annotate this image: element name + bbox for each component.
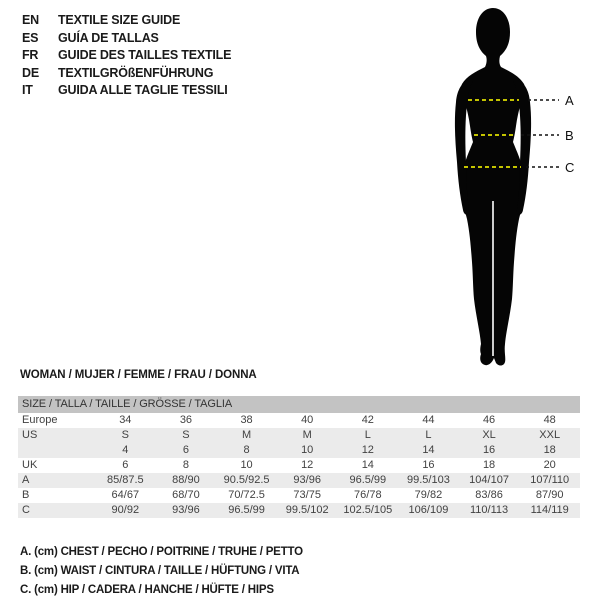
body-measurement-figure — [413, 4, 598, 376]
language-row — [22, 12, 231, 30]
size-cell: 114/119 — [530, 504, 569, 516]
size-cell: S — [121, 429, 129, 441]
table-row-uk — [18, 458, 580, 473]
size-cell: 76/78 — [354, 489, 382, 501]
woman-silhouette-svg — [413, 4, 598, 376]
size-cell: 90.5/92.5 — [223, 474, 270, 486]
size-cell: 106/109 — [408, 504, 449, 516]
size-cell: 4 — [122, 444, 129, 456]
table-row-hip — [18, 503, 580, 518]
size-cell: 99.5/102 — [285, 504, 329, 516]
table-row-us-numeric — [18, 443, 580, 458]
size-cell: M — [241, 429, 252, 441]
size-cell: 83/86 — [475, 489, 503, 501]
row-label: US — [22, 429, 38, 441]
size-cell: 99.5/103 — [407, 474, 450, 486]
section-title: WOMAN / MUJER / FEMME / FRAU / DONNA — [20, 369, 257, 381]
row-label: B — [22, 489, 30, 501]
size-cell: 44 — [422, 414, 435, 426]
size-cell: S — [182, 429, 190, 441]
size-cell: 64/67 — [111, 489, 140, 501]
size-cell: 12 — [301, 459, 314, 471]
language-title: TEXTILE SIZE GUIDE — [58, 13, 181, 27]
size-cell: XXL — [539, 429, 561, 441]
size-cell: 38 — [240, 414, 253, 426]
legend-chest: A. (cm) CHEST / PECHO / POITRINE / TRUHE / PETTO — [20, 546, 303, 558]
size-cell: 104/107 — [469, 474, 509, 486]
row-label: Europe — [22, 414, 58, 426]
size-cell: 16 — [482, 444, 496, 456]
row-label: UK — [22, 459, 38, 471]
size-cell: 8 — [243, 444, 250, 456]
marker-label-c: C — [565, 160, 575, 175]
language-code: IT — [22, 83, 33, 97]
size-cell: 102.5/105 — [343, 504, 393, 516]
table-row-europe — [18, 413, 580, 428]
size-cell: M — [302, 429, 312, 441]
language-title: GUIDA ALLE TAGLIE TESSILI — [58, 83, 228, 97]
language-row — [22, 82, 231, 100]
size-cell: 90/92 — [111, 504, 140, 516]
table-row-waist — [18, 488, 580, 503]
size-cell: 48 — [543, 414, 556, 426]
size-cell: 18 — [543, 444, 556, 456]
language-code: ES — [22, 30, 39, 45]
size-cell: L — [425, 429, 432, 441]
size-cell: 14 — [361, 459, 374, 471]
size-cell: 6 — [122, 459, 129, 471]
size-cell: 10 — [301, 444, 314, 456]
marker-label-a: A — [565, 93, 574, 108]
language-row — [22, 30, 231, 48]
size-cell: 6 — [182, 444, 189, 456]
size-cell: 8 — [182, 459, 189, 471]
language-code: FR — [22, 48, 39, 62]
size-cell: 68/70 — [172, 489, 200, 501]
size-cell: 87/90 — [535, 489, 564, 501]
size-cell: 12 — [361, 444, 374, 456]
size-cell: 79/82 — [414, 489, 443, 501]
size-cell: 10 — [240, 459, 253, 471]
size-cell: 70/72.5 — [228, 489, 265, 501]
size-cell: 46 — [482, 414, 496, 426]
size-cell: 20 — [543, 459, 556, 471]
language-row — [22, 65, 231, 83]
language-code: DE — [22, 65, 39, 80]
size-cell: 96.5/99 — [228, 504, 265, 516]
language-title-list — [22, 12, 231, 100]
size-cell: 40 — [301, 414, 314, 426]
language-title: GUIDE DES TAILLES TEXTILE — [58, 48, 232, 62]
legend-hip: C. (cm) HIP / CADERA / HANCHE / HÜFTE / HIPS — [20, 584, 274, 596]
size-cell: 14 — [422, 444, 435, 456]
row-label — [18, 443, 95, 458]
size-cell: 16 — [422, 459, 435, 471]
size-cell: L — [364, 429, 371, 441]
size-table — [18, 396, 580, 518]
language-title: TEXTILGRÖßENFÜHRUNG — [58, 65, 214, 80]
row-label: C — [22, 504, 30, 516]
size-cell: 110/113 — [469, 504, 509, 516]
size-cell: 93/96 — [293, 474, 321, 486]
size-cell: 42 — [361, 414, 374, 426]
table-row-us — [18, 428, 580, 443]
table-row-chest — [18, 473, 580, 488]
size-table-header: SIZE / TALLA / TAILLE / GRÖSSE / TAGLIA — [18, 396, 580, 413]
row-label: A — [22, 474, 30, 486]
language-title: GUÍA DE TALLAS — [58, 30, 159, 45]
size-cell: 73/75 — [293, 489, 321, 501]
size-cell: XL — [482, 429, 496, 441]
language-code: EN — [22, 13, 39, 27]
size-cell: 107/110 — [530, 474, 570, 486]
size-cell: 18 — [482, 459, 496, 471]
size-cell: 88/90 — [172, 474, 200, 486]
size-cell: 85/87.5 — [106, 474, 144, 486]
measurement-legend — [20, 543, 303, 600]
language-row — [22, 47, 231, 65]
size-cell: 36 — [179, 414, 193, 426]
size-cell: 93/96 — [172, 504, 200, 516]
legend-waist: B. (cm) WAIST / CINTURA / TAILLE / HÜFTUNG / VITA — [20, 565, 300, 577]
size-cell: 34 — [119, 414, 132, 426]
size-cell: 96.5/99 — [349, 474, 387, 486]
marker-label-b: B — [565, 128, 574, 143]
